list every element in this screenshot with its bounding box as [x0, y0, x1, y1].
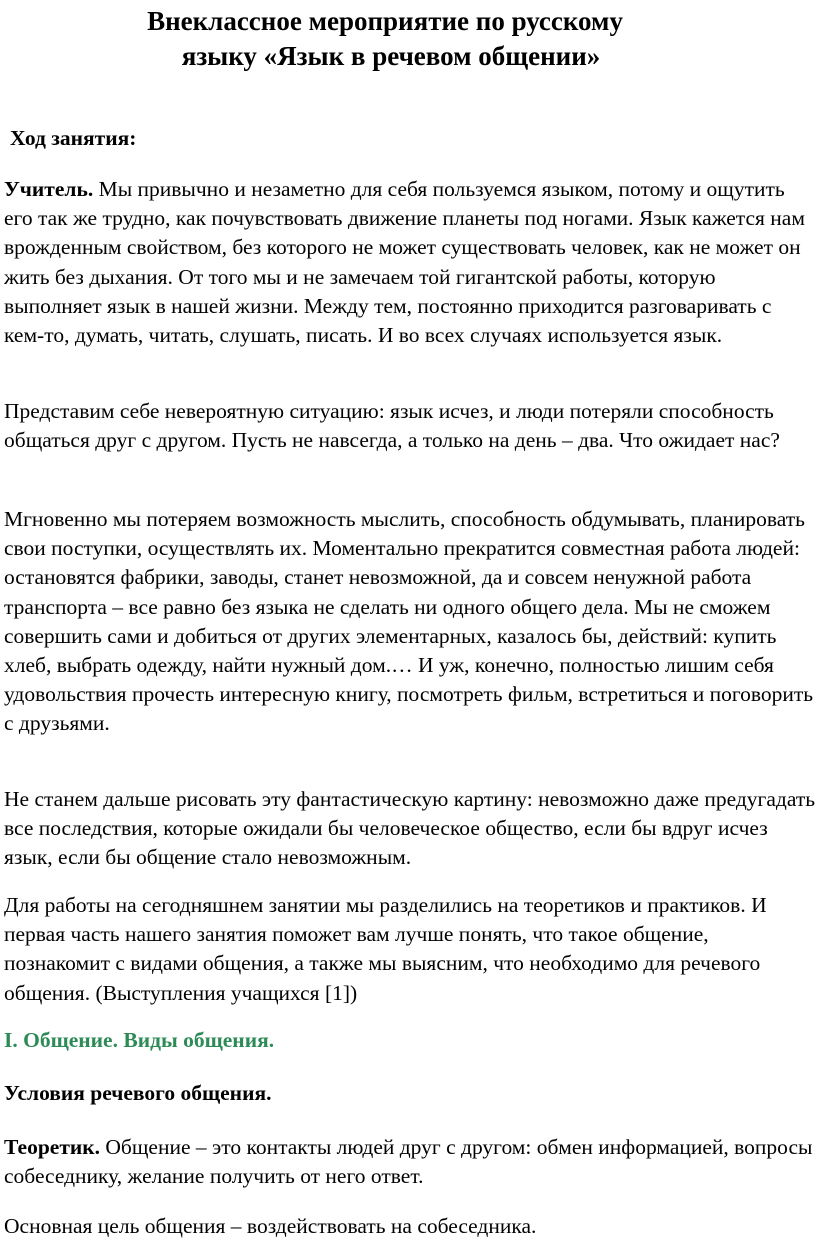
- paragraph-text: Общение – это контакты людей друг с другом: обмен информацией, вопросы собеседнику, желание получить от него ответ.: [4, 1135, 813, 1189]
- speaker-label-teacher: Учитель.: [4, 177, 94, 201]
- paragraph-conclusion: Не станем дальше рисовать эту фантастическую картину: невозможно даже предугадать все последствия, которые ожидали бы человеческое общество, если бы вдруг исчез язык, если бы общение стало невозможным.: [4, 787, 816, 870]
- paragraph-text: Мы привычно и незаметно для себя пользуемся языком, потому и ощутить его так же трудно, как почувствовать движение планеты под ногами. Язык кажется нам врожденным свойством, без которого не может существовать человек, как не может он жить без дыхания. От того мы и не замечаем той гигантской работы, которую выполняет язык в нашей жизни. Между тем, постоянно приходится разговаривать с кем-то, думать, читать, слушать, писать. И во всех случаях используется язык.: [4, 177, 805, 348]
- speaker-label-theorist: Теоретик.: [4, 1135, 101, 1159]
- course-heading: Ход занятия:: [10, 126, 137, 150]
- document-title: [0, 4, 780, 74]
- paragraph-theorist-definition: [4, 1133, 816, 1191]
- title-line-2: языку «Язык в речевом общении»: [181, 41, 601, 71]
- paragraph-consequences: Мгновенно мы потеряем возможность мыслить, способность обдумывать, планировать свои поступки, осуществлять их. Моментально прекратится совместная работа людей: остановятся фабрики, заводы, станет невозможной, да и совсем ненужной работа транспорта – все равно без языка не сделать ни одного общего дела. Мы не сможем совершить сами и добиться от других элементарных, казалось бы, действий: купить хлеб, выбрать одежду, найти нужный дом.… И уж, конечно, полностью лишим себя удовольствия прочесть интересную книгу, посмотреть фильм, встретиться и поговорить с друзьями.: [4, 507, 814, 736]
- section-heading-communication: I. Общение. Виды общения.: [4, 1028, 275, 1052]
- conditions-heading: Условия речевого общения.: [4, 1081, 272, 1105]
- paragraph-main-goal: Основная цель общения – воздействовать на собеседника.: [4, 1214, 537, 1238]
- paragraph-situation: Представим себе невероятную ситуацию: язык исчез, и люди потеряли способность общаться друг с другом. Пусть не навсегда, а только на день – два. Что ожидает нас?: [4, 399, 780, 453]
- title-line-1: Внеклассное мероприятие по русскому: [147, 6, 623, 36]
- paragraph-teacher-intro: [4, 175, 816, 350]
- paragraph-session-plan: Для работы на сегодняшнем занятии мы разделились на теоретиков и практиков. И первая часть нашего занятия поможет вам лучше понять, что такое общение, познакомит с видами общения, а также мы выясним, что необходимо для речевого общения. (Выступления учащихся [1]): [4, 893, 767, 1005]
